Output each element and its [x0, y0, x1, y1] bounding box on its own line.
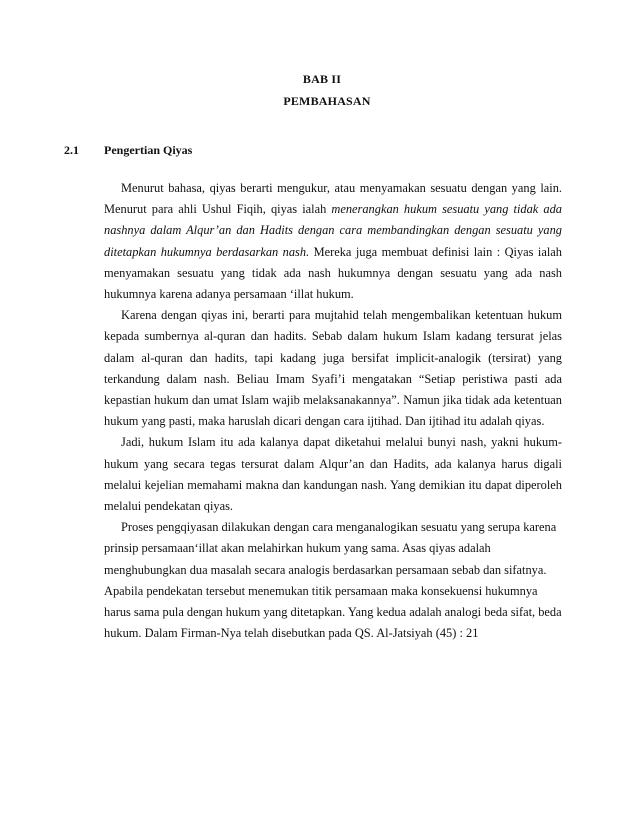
section-number: 2.1	[64, 143, 79, 157]
paragraph-1-italic-definition: menerangkan hukum sesuatu yang tidak ada nashnya dalam Alqur’an dan Hadits dengan cara membandingkan dengan sesuatu yang ditetapkan hukumnya berdasarkan nash.	[104, 202, 562, 259]
paragraph-3: Jadi, hukum Islam itu ada kalanya dapat diketahui melalui bunyi nash, yakni hukum-hukum yang secara tegas tersurat dalam Alqur’an dan Hadits, ada kalanya harus digali melalui kejelian memahami makna dan kandungan nash. Yang demikian itu dapat diperoleh melalui pendekatan qiyas.	[104, 435, 562, 514]
chapter-number: BAB II	[302, 72, 342, 86]
paragraph-1-text-a: Menurut bahasa, qiyas berarti mengukur, atau menyamakan sesuatu dengan yang lain. Menurut para ahli Ushul Fiqih, qiyas ialah	[104, 181, 562, 217]
section-title: Pengertian Qiyas	[104, 143, 193, 157]
section-heading	[64, 143, 192, 158]
paragraph-4: Proses pengqiyasan dilakukan dengan cara menganalogikan sesuatu yang serupa karena prinsip persamaan‘illat akan melahirkan hukum yang sama. Asas qiyas adalah menghubungkan dua masalah secara analogis berdasarkan persamaan sebab dan sifatnya. Apabila pendekatan tersebut menemukan titik persamaan maka konsekuensi hukumnya harus sama pula dengan hukum yang ditetapkan. Yang kedua adalah analogi beda sifat, beda hukum. Dalam Firman-Nya telah disebutkan pada QS. Al-Jatsiyah (45) : 21	[104, 520, 562, 641]
paragraph-1	[104, 178, 562, 305]
body-text	[104, 178, 562, 644]
paragraph-2: Karena dengan qiyas ini, berarti para mujtahid telah mengembalikan ketentuan hukum kepada sumbernya al-quran dan hadits. Sebab dalam hukum Islam kadang tersurat jelas dalam al-quran dan hadits, tapi kadang juga bersifat implicit-analogik (tersirat) yang terkandung dalam nash. Beliau Imam Syafi’i mengatakan “Setiap peristiwa pasti ada kepastian hukum dan umat Islam wajib melaksanakannya”. Namun jika tidak ada ketentuan hukum yang pasti, maka haruslah dicari dengan cara ijtihad. Dan ijtihad itu adalah qiyas.	[104, 308, 562, 429]
chapter-title: PEMBAHASAN	[283, 94, 371, 108]
paragraph-1-text-c: Mereka juga membuat definisi lain : Qiyas ialah menyamakan sesuatu yang tidak ada nash hukumnya dengan sesuatu yang ada nash hukumnya karena adanya persamaan ‘illat hukum.	[104, 244, 562, 302]
